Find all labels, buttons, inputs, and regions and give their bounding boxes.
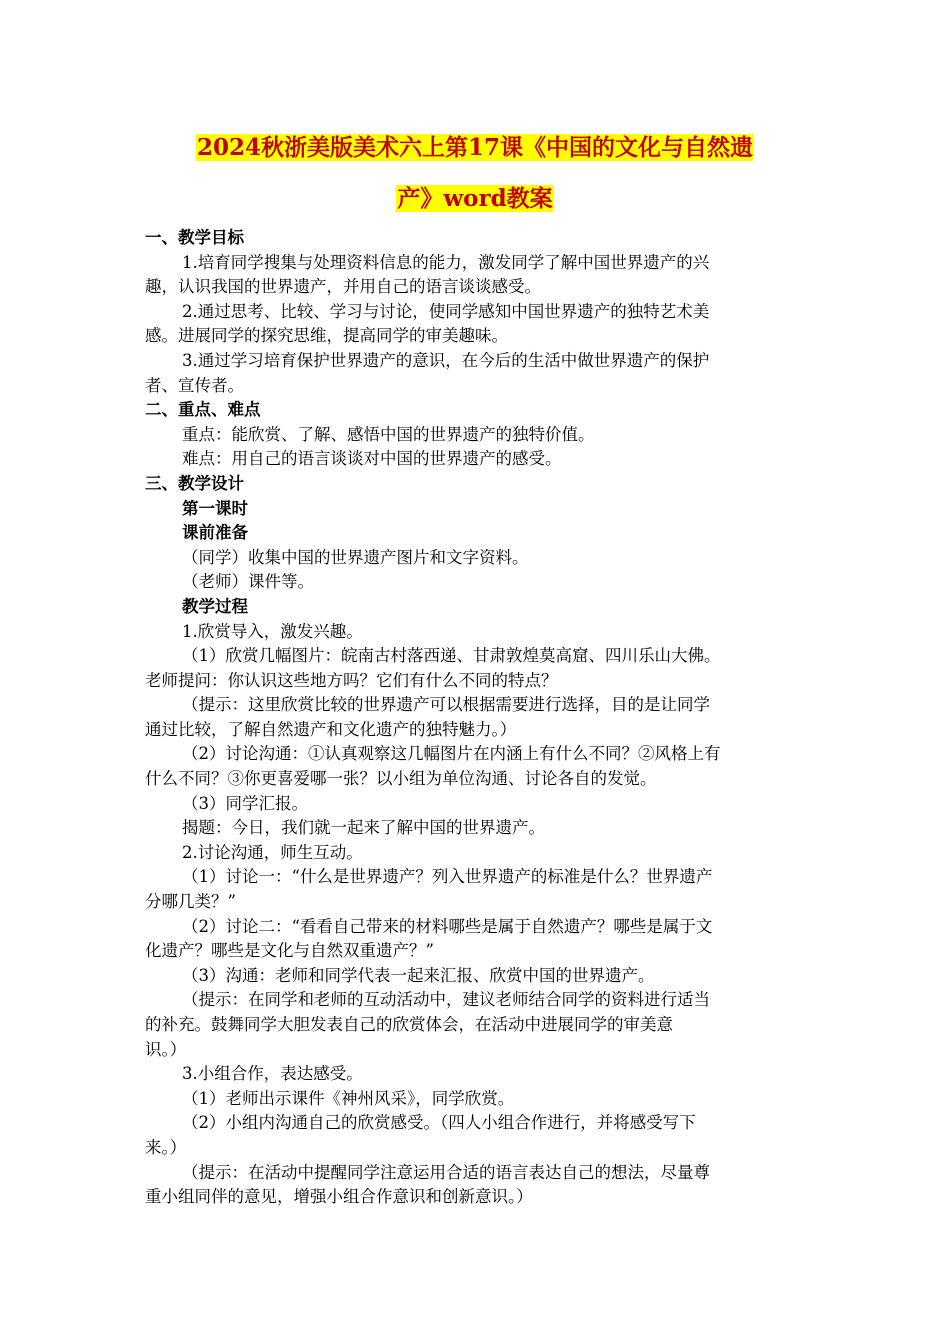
paragraph-line: 重点：能欣赏、了解、感悟中国的世界遗产的独特价值。 (182, 424, 595, 444)
paragraph-line: （1）老师出示课件《神州风采》，同学欣赏。 (182, 1088, 515, 1108)
paragraph-line: 3.通过学习培育保护世界遗产的意识，在今后的生活中做世界遗产的保护 (182, 350, 710, 370)
paragraph-line: （提示：这里欣赏比较的世界遗产可以根据需要进行选择，目的是让同学 (182, 695, 710, 715)
paragraph-line: 3.小组合作，表达感受。 (182, 1064, 363, 1084)
document-title-part-1: 2024秋浙美版美术六上第17课《中国的文化与自然遗 (196, 134, 754, 161)
paragraph-line: 化遗产？哪些是文化与自然双重遗产？” (145, 941, 434, 961)
paragraph-line: 来。） (145, 1137, 187, 1157)
paragraph-line: （2）小组内沟通自己的欣赏感受。（四人小组合作进行，并将感受写下 (182, 1113, 696, 1133)
paragraph-line: （提示：在同学和老师的互动活动中，建议老师结合同学的资料进行适当 (182, 990, 710, 1010)
document-title-part-2: 产》word教案 (397, 185, 553, 212)
paragraph-line: （2）讨论二：“看看自己带来的材料哪些是属于自然遗产？哪些是属于文 (182, 916, 713, 936)
title-line-1 (0, 133, 950, 163)
section-heading: 课前准备 (182, 523, 248, 543)
paragraph-line: 什么不同？③你更喜爱哪一张？以小组为单位沟通、讨论各自的发觉。 (145, 769, 657, 789)
paragraph-line: 重小组同伴的意见，增强小组合作意识和创新意识。） (145, 1187, 533, 1207)
paragraph-line: 1.培育同学搜集与处理资料信息的能力，激发同学了解中国世界遗产的兴 (182, 252, 710, 272)
paragraph-line: 难点：用自己的语言谈谈对中国的世界遗产的感受。 (182, 449, 562, 469)
section-heading: 三、教学设计 (145, 473, 244, 493)
paragraph-line: 老师提问：你认识这些地方吗？它们有什么不同的特点？ (145, 670, 558, 690)
section-heading: 一、教学目标 (145, 228, 244, 247)
paragraph-line: 2.通过思考、比较、学习与讨论，使同学感知中国世界遗产的独特艺术美 (182, 301, 710, 321)
paragraph-line: 感。进展同学的探究思维，提高同学的审美趣味。 (145, 326, 508, 346)
paragraph-line: 趣，认识我国的世界遗产，并用自己的语言谈谈感受。 (145, 277, 541, 297)
paragraph-line: （2）讨论沟通：①认真观察这几幅图片在内涵上有什么不同？②风格上有 (182, 744, 721, 764)
paragraph-line: 者、宣传者。 (145, 375, 244, 395)
paragraph-line: 2.讨论沟通，师生互动。 (182, 842, 363, 862)
section-heading: 第一课时 (182, 498, 248, 518)
paragraph-line: （3）沟通：老师和同学代表一起来汇报、欣赏中国的世界遗产。 (182, 965, 655, 985)
paragraph-line: 揭题：今日，我们就一起来了解中国的世界遗产。 (182, 818, 545, 838)
paragraph-line: 的补充。鼓舞同学大胆发表自己的欣赏体会，在活动中进展同学的审美意 (145, 1015, 673, 1034)
paragraph-line: （3）同学汇报。 (182, 793, 308, 813)
paragraph-line: 分哪几类？” (145, 892, 236, 912)
title-line-2 (0, 184, 950, 214)
paragraph-line: 1.欣赏导入，激发兴趣。 (182, 621, 363, 641)
section-heading: 教学过程 (182, 596, 248, 616)
section-heading: 二、重点、难点 (145, 400, 261, 420)
document-body (145, 226, 810, 1210)
paragraph-line: （1）讨论一：“什么是世界遗产？列入世界遗产的标准是什么？世界遗产 (182, 867, 713, 887)
paragraph-line: （提示：在活动中提醒同学注意运用合适的语言表达自己的想法，尽量尊 (182, 1162, 710, 1182)
paragraph-line: 识。） (145, 1039, 187, 1059)
paragraph-line: （同学）收集中国的世界遗产图片和文字资料。 (182, 547, 529, 567)
paragraph-line: 通过比较，了解自然遗产和文化遗产的独特魅力。） (145, 719, 517, 739)
paragraph-line: （老师）课件等。 (182, 572, 314, 592)
paragraph-line: （1）欣赏几幅图片：皖南古村落西递、甘肃敦煌莫高窟、四川乐山大佛。 (182, 646, 721, 666)
